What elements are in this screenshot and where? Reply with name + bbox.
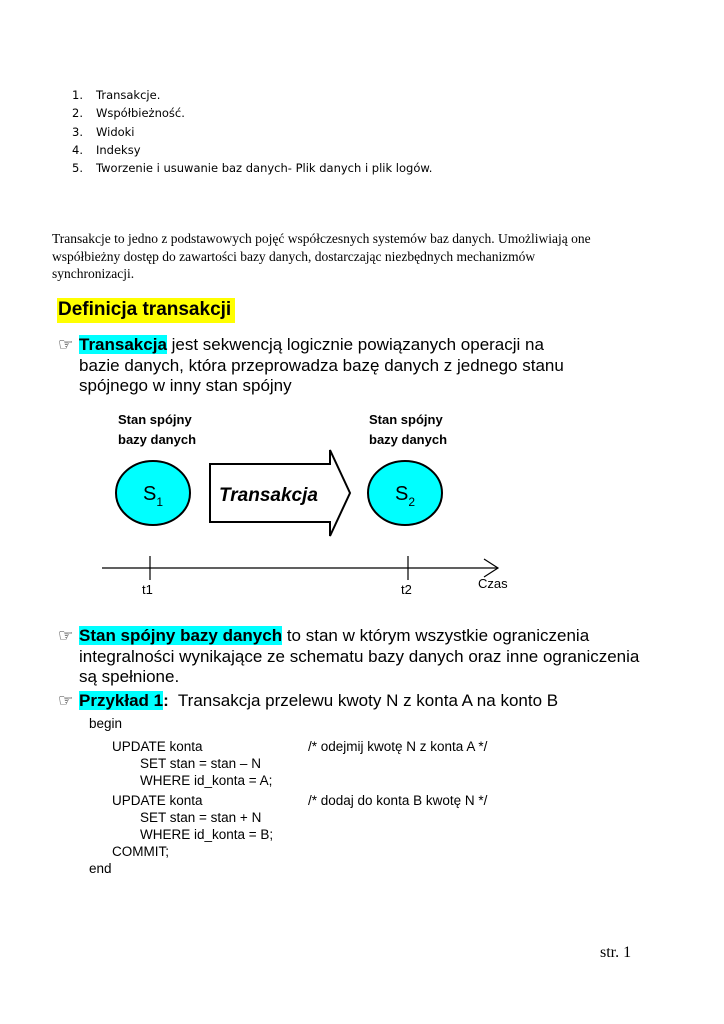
definition-term: Transakcja [79, 335, 167, 354]
consistent-state-paragraph: ☞ Stan spójny bazy danych to stan w którym wszystkie ograniczenia integralności wynikające ze schematu bazy danych oraz inne ograniczenia są spełnione. [58, 626, 640, 686]
definition-paragraph: ☞ Transakcja jest sekwencją logicznie powiązanych operacji na bazie danych, która przeprowadza bazę danych z jednego stanu spójnego w inny stan spójny [58, 335, 564, 395]
state-s2-label: $S_2$ [395, 483, 416, 509]
state-label-1: bazy danych [118, 432, 197, 447]
transaction-arrow-label: Transakcja [219, 485, 318, 506]
toc-item: 1. Transakcje. [72, 88, 161, 102]
code-begin: begin [89, 716, 123, 731]
slide-title: Definicja transakcji [57, 298, 235, 323]
code-set: SET stan = stan – N [140, 756, 261, 771]
axis-label-time: Czas [478, 576, 508, 591]
code-commit: COMMIT; [112, 844, 169, 859]
transaction-diagram [80, 400, 520, 605]
tick-label-t2: t2 [401, 582, 412, 597]
code-comment: /* odejmij kwotę N z konta A */ [308, 739, 488, 754]
state-label-1: Stan spójny [118, 412, 192, 427]
table-of-contents [72, 86, 432, 177]
hand-pointing-icon: ☞ [58, 691, 74, 711]
example-heading: ☞ Przykład 1: Transakcja przelewu kwoty N z konta A na konto B [58, 691, 559, 711]
code-where: WHERE id_konta = B; [140, 827, 274, 842]
hand-pointing-icon: ☞ [58, 626, 74, 646]
tick-label-t1: t1 [142, 582, 153, 597]
toc-item: 2. Współbieżność. [72, 106, 185, 121]
code-set: SET stan = stan + N [140, 810, 262, 825]
code-end: end [89, 861, 112, 876]
intro-line: współbieżny dostęp do zawartości bazy danych, dostarczając niezbędnych mechanizmów [52, 248, 536, 264]
state-s1-label: $S_1$ [143, 483, 164, 509]
code-where: WHERE id_konta = A; [140, 773, 273, 788]
intro-line: Transakcje to jedno z podstawowych pojęć współczesnych systemów baz danych. Umożliwiają one [52, 231, 591, 246]
intro-paragraph [52, 230, 652, 283]
code-comment: /* dodaj do konta B kwotę N */ [308, 793, 488, 808]
code-update: UPDATE konta [112, 739, 203, 754]
state-label-2: bazy danych [369, 432, 448, 447]
toc-item: 3. Widoki [72, 124, 135, 139]
state-label-2: Stan spójny [369, 412, 443, 427]
example-term: Przykład 1 [79, 691, 164, 710]
page-number: str. 1 [600, 944, 632, 961]
consistent-state-term: Stan spójny bazy danych [79, 626, 283, 645]
code-update: UPDATE konta [112, 793, 203, 808]
toc-item: 4. Indeksy [72, 142, 141, 157]
intro-line: synchronizacji. [52, 266, 135, 281]
toc-item: 5. Tworzenie i usuwanie baz danych- Plik danych i plik logów. [72, 161, 433, 176]
hand-pointing-icon: ☞ [58, 335, 74, 355]
